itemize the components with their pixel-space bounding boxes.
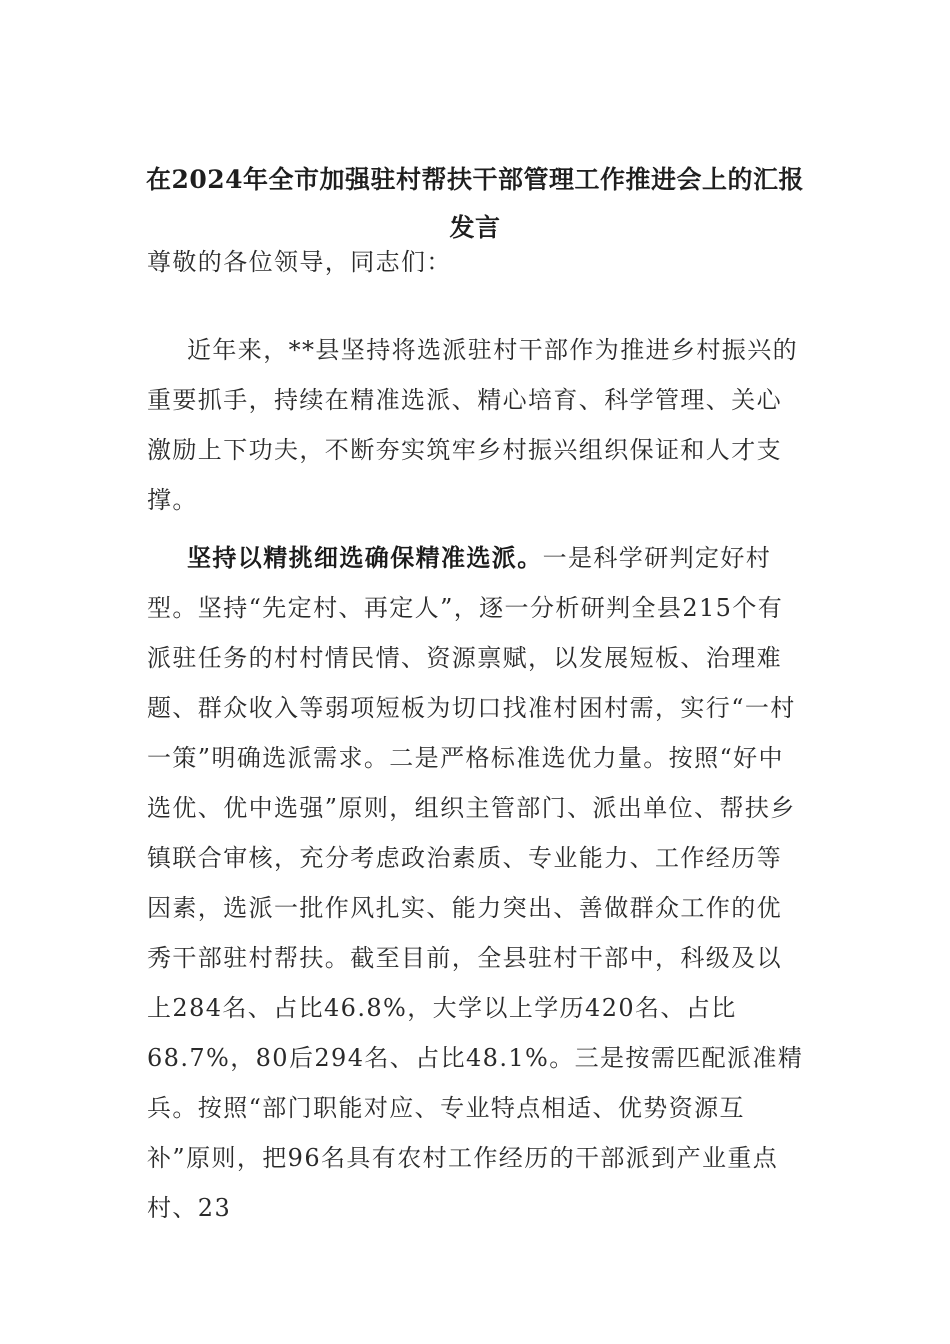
paragraph-intro: 近年来，**县坚持将选派驻村干部作为推进乡村振兴的重要抓手，持续在精准选派、精心培育、科学管理、关心激励上下功夫，不断夯实筑牢乡村振兴组织保证和人才支撑。 bbox=[147, 336, 798, 514]
paragraph-selection bbox=[147, 533, 807, 1233]
paragraph-selection-body: 一是科学研判定好村型。坚持“先定村、再定人”，逐一分析研判全县215个有派驻任务的村村情民情、资源禀赋，以发展短板、治理难题、群众收入等弱项短板为切口找准村困村需，实行“一村一策”明确选派需求。二是严格标准选优力量。按照“好中选优、优中选强”原则，组织主管部门、派出单位、帮扶乡镇联合审核，充分考虑政治素质、专业能力、工作经历等因素，选派一批作风扎实、能力突出、善做群众工作的优秀干部驻村帮扶。截至目前，全县驻村干部中，科级及以上284名、占比46.8%，大学以上学历420名、占比68.7%，80后294名、占比48.1%。三是按需匹配派准精兵。按照“部门职能对应、专业特点相适、优势资源互补”原则，把96名具有农村工作经历的干部派到产业重点村、23 bbox=[147, 544, 804, 1222]
salutation: 尊敬的各位领导，同志们： bbox=[147, 248, 452, 276]
paragraph-selection-heading: 坚持以精挑细选确保精准选派。 bbox=[187, 543, 543, 572]
document-title-line1: 在2024年全市加强驻村帮扶干部管理工作推进会上的汇报 bbox=[145, 165, 805, 194]
document-title-line2: 发言 bbox=[449, 213, 501, 242]
